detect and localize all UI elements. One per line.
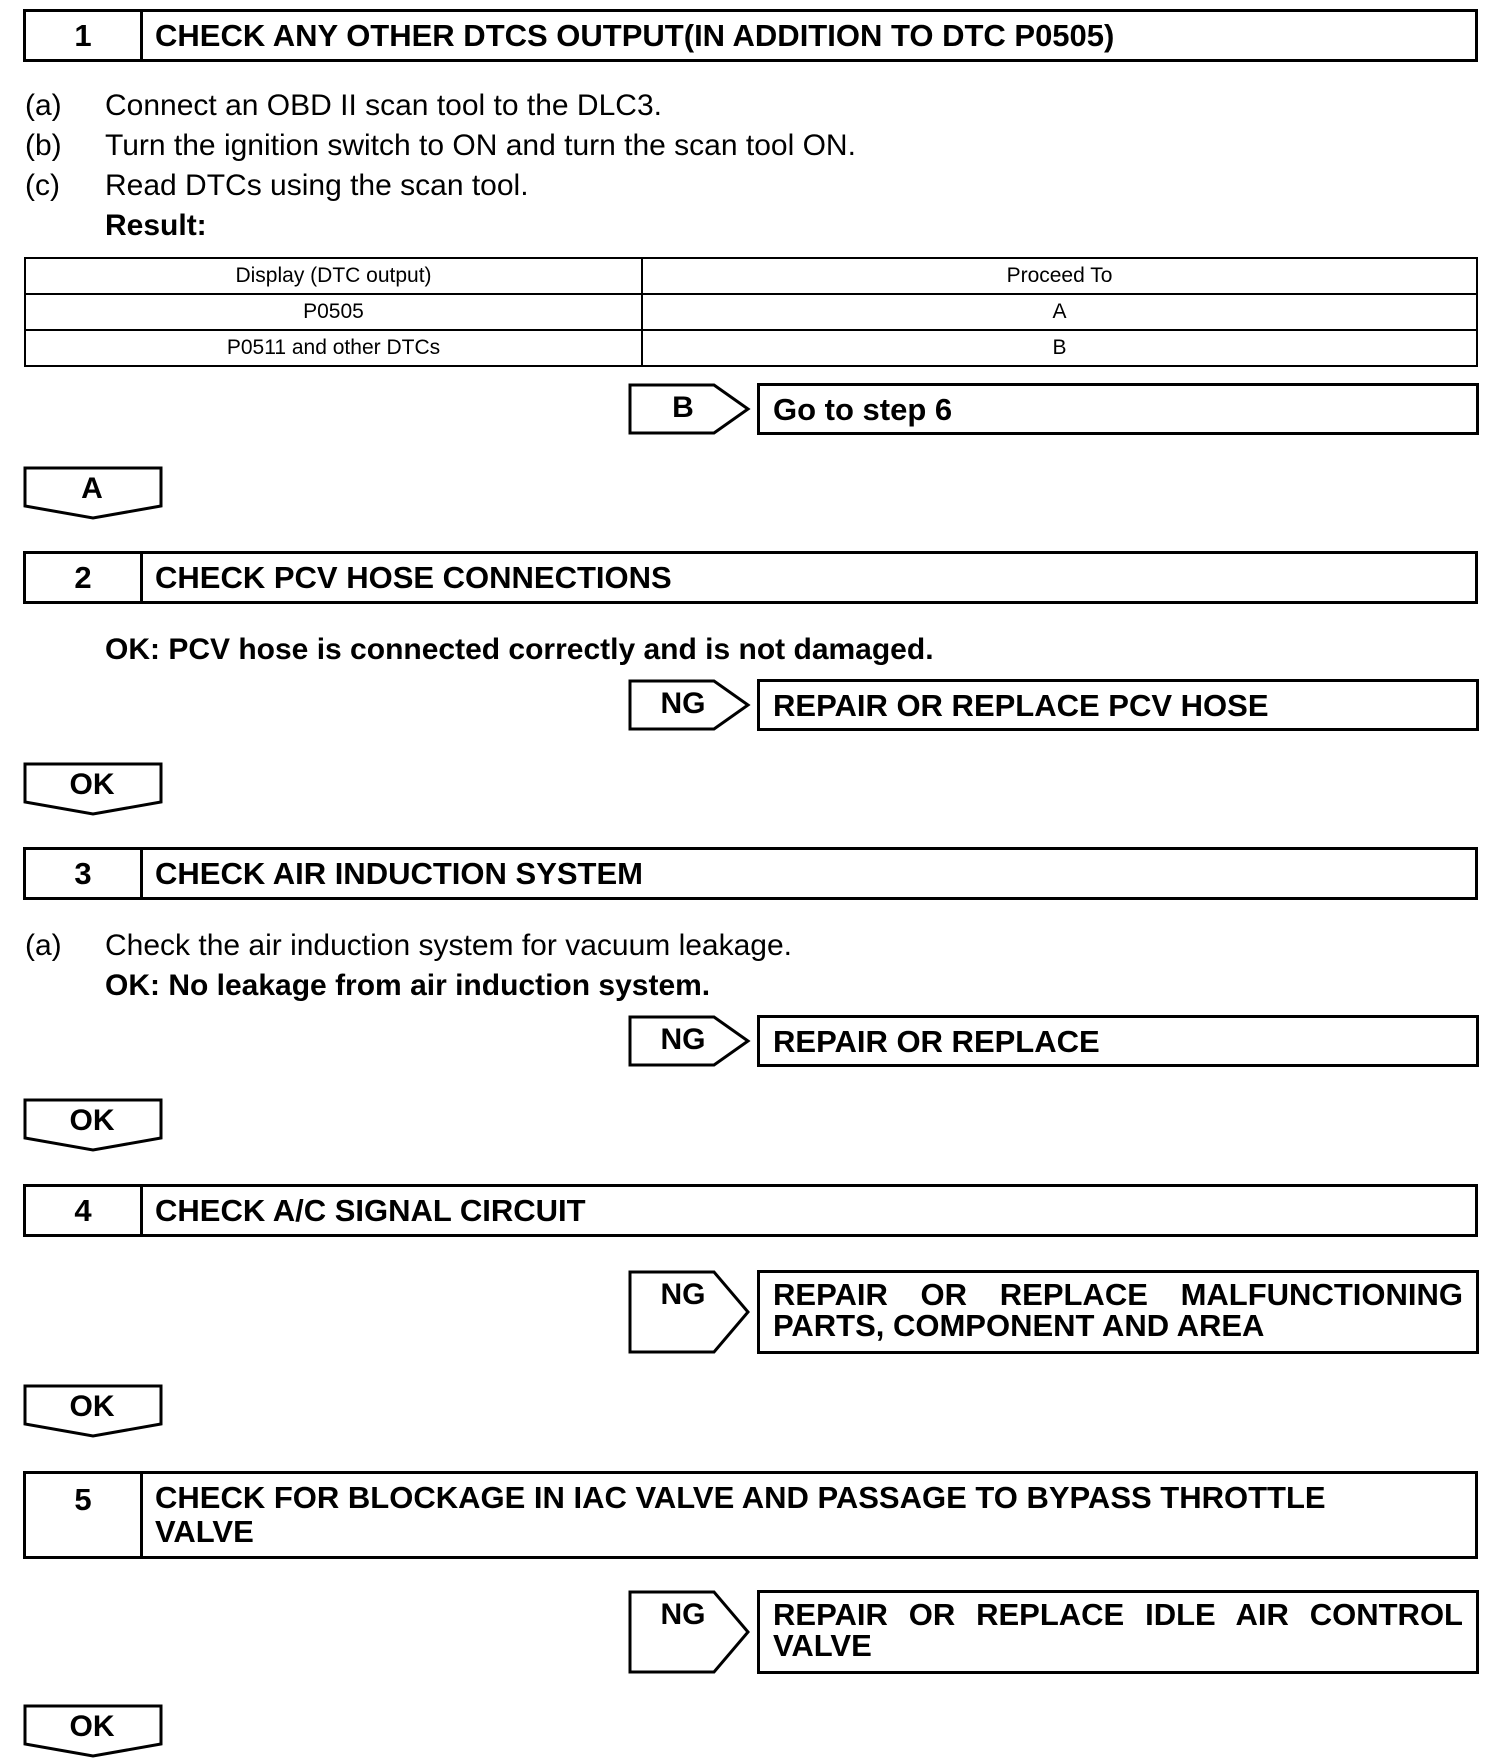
step-number: 3	[26, 850, 143, 897]
branch-label: NG	[660, 1278, 706, 1311]
step-5-header	[23, 1471, 1478, 1559]
item-label: (a)	[25, 89, 62, 122]
step-title: CHECK ANY OTHER DTCS OUTPUT(IN ADDITION TO DTC P0505)	[155, 17, 1115, 53]
step-2-header	[23, 551, 1478, 604]
result-label: Result:	[105, 209, 207, 242]
continue-tab-a[interactable]	[23, 466, 163, 520]
branch-ng[interactable]	[628, 1015, 752, 1067]
item-label: (c)	[25, 169, 60, 202]
continue-label: OK	[69, 1390, 115, 1423]
step-title-line: VALVE	[155, 1514, 254, 1549]
action-box	[757, 1590, 1479, 1674]
step-title: CHECK PCV HOSE CONNECTIONS	[155, 559, 672, 595]
continue-tab-ok[interactable]	[23, 1098, 163, 1152]
table-row	[25, 330, 1477, 366]
ok-criteria: OK: PCV hose is connected correctly and is not damaged.	[105, 633, 934, 666]
branch-label: NG	[660, 1598, 706, 1631]
branch-ng[interactable]	[628, 679, 752, 731]
continue-label: A	[81, 472, 103, 505]
item-text: Turn the ignition switch to ON and turn the scan tool ON.	[105, 129, 856, 162]
continue-label: OK	[69, 1710, 115, 1743]
instruction-row	[25, 89, 1025, 123]
table-cell: B	[642, 330, 1477, 366]
step-title: CHECK A/C SIGNAL CIRCUIT	[155, 1192, 586, 1228]
ok-criteria: OK: No leakage from air induction system.	[105, 969, 711, 1002]
item-label: (a)	[25, 929, 62, 962]
table-header-cell: Display (DTC output)	[25, 258, 642, 294]
action-line: REPAIR OR REPLACE MALFUNCTIONING	[773, 1277, 1463, 1312]
step-3-header	[23, 847, 1478, 900]
continue-tab-ok[interactable]	[23, 762, 163, 816]
table-cell: P0505	[25, 294, 642, 330]
instruction-row	[25, 129, 1025, 163]
item-text: Connect an OBD II scan tool to the DLC3.	[105, 89, 662, 122]
branch-ng[interactable]	[628, 1590, 752, 1674]
result-table	[24, 257, 1478, 367]
step-title	[143, 1474, 1475, 1556]
table-header-row	[25, 258, 1477, 294]
action-box: Go to step 6	[757, 383, 1479, 435]
step-number: 2	[26, 554, 143, 601]
action-line: PARTS, COMPONENT AND AREA	[773, 1308, 1265, 1343]
table-row	[25, 294, 1477, 330]
action-line: VALVE	[773, 1628, 872, 1663]
branch-label: NG	[660, 1023, 706, 1056]
action-box: REPAIR OR REPLACE	[757, 1015, 1479, 1067]
action-box: REPAIR OR REPLACE PCV HOSE	[757, 679, 1479, 731]
continue-label: OK	[69, 1104, 115, 1137]
step-number: 5	[26, 1474, 143, 1556]
branch-ng[interactable]	[628, 1270, 752, 1354]
step-title-line: CHECK FOR BLOCKAGE IN IAC VALVE AND PASSAGE TO BYPASS THROTTLE	[155, 1480, 1326, 1515]
instruction-row	[25, 169, 1025, 203]
step-number: 1	[26, 12, 143, 59]
item-text: Check the air induction system for vacuum leakage.	[105, 929, 792, 962]
step-number: 4	[26, 1187, 143, 1234]
step-title: CHECK AIR INDUCTION SYSTEM	[155, 855, 643, 891]
instruction-row	[25, 929, 1025, 963]
branch-label: B	[672, 391, 694, 424]
item-text: Read DTCs using the scan tool.	[105, 169, 529, 202]
table-cell: P0511 and other DTCs	[25, 330, 642, 366]
step-4-header	[23, 1184, 1478, 1237]
branch-b[interactable]	[628, 383, 752, 435]
branch-label: NG	[660, 687, 706, 720]
table-header-cell: Proceed To	[642, 258, 1477, 294]
table-cell: A	[642, 294, 1477, 330]
item-label: (b)	[25, 129, 62, 162]
step-1-header	[23, 9, 1478, 62]
action-line: REPAIR OR REPLACE IDLE AIR CONTROL	[773, 1597, 1463, 1632]
continue-tab-ok[interactable]	[23, 1704, 163, 1758]
continue-label: OK	[69, 768, 115, 801]
action-box	[757, 1270, 1479, 1354]
continue-tab-ok[interactable]	[23, 1384, 163, 1438]
